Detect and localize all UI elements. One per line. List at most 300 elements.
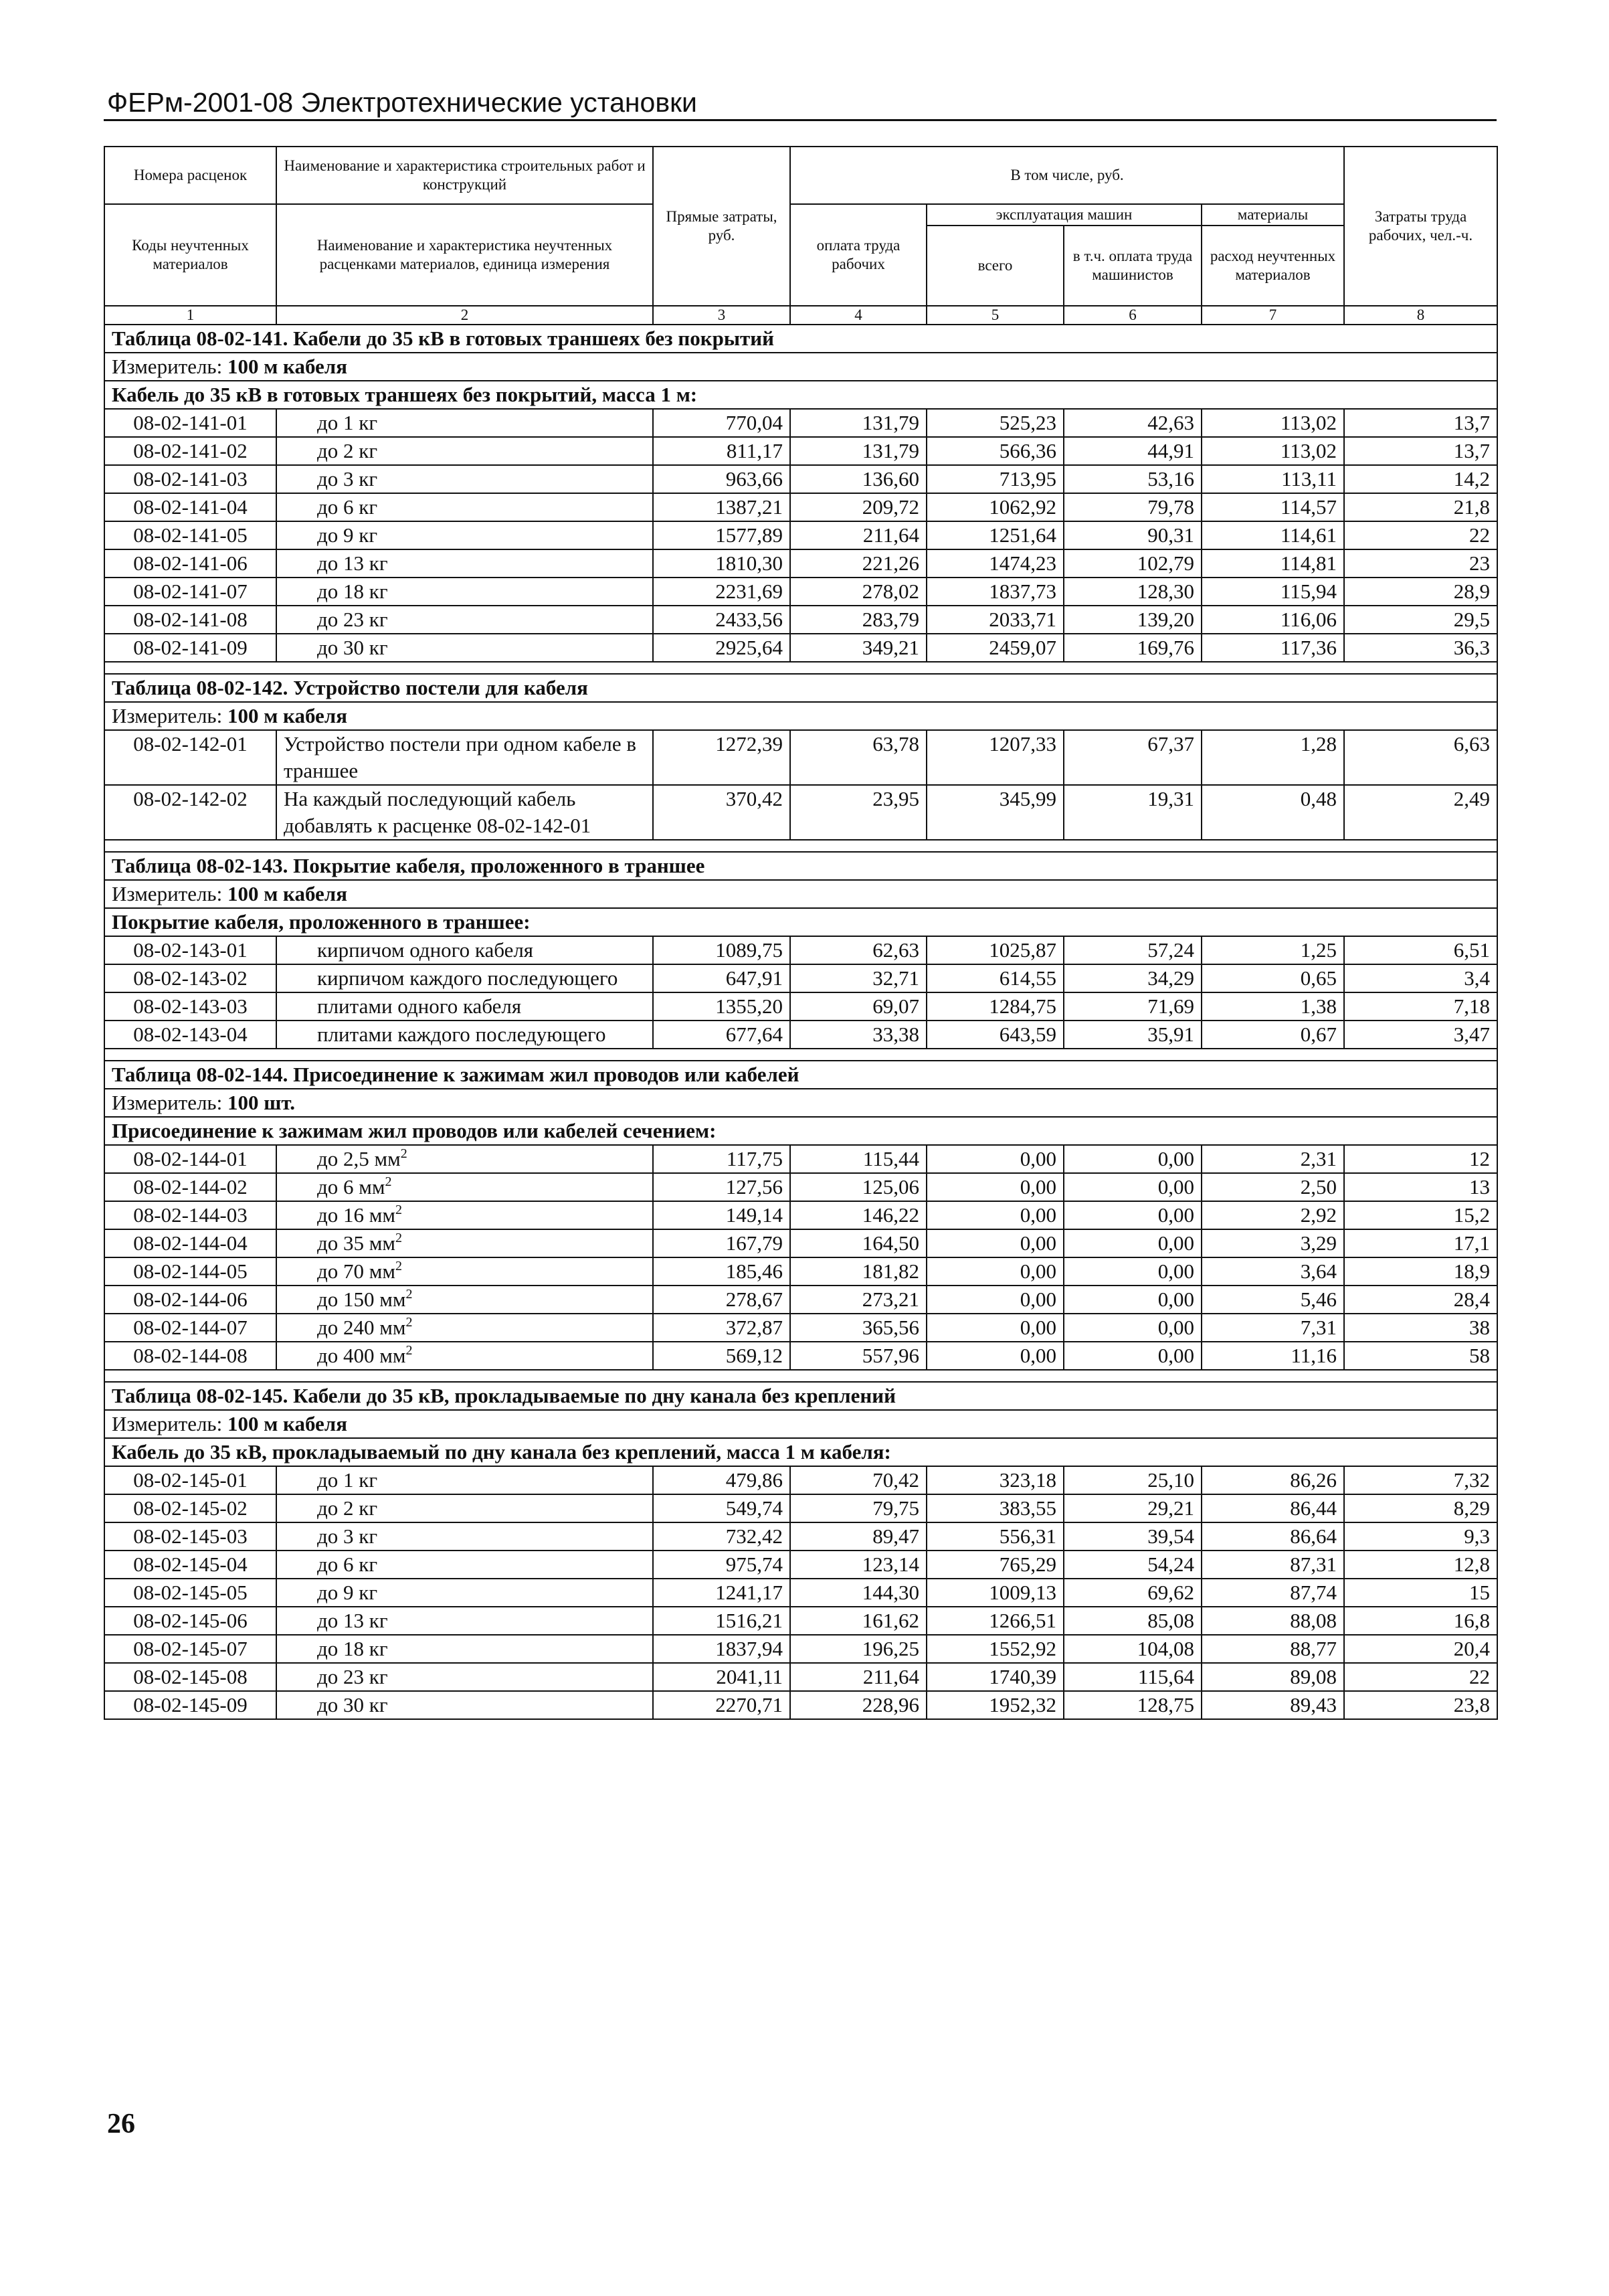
rate-name: [276, 1522, 653, 1551]
table-row: [104, 1607, 1497, 1635]
cell-direct-costs: 278,67: [653, 1286, 790, 1314]
cell-extra-materials: 116,06: [1202, 606, 1344, 634]
cell-labor-hours: 3,47: [1344, 1021, 1497, 1049]
rate-name-text: до 1 кг: [317, 1468, 378, 1492]
header-machines: эксплуатация машин: [927, 204, 1202, 226]
cell-worker-pay: 228,96: [790, 1691, 927, 1719]
rate-name: [276, 1551, 653, 1579]
cell-operator-pay: 44,91: [1064, 437, 1202, 465]
table-row: [104, 1314, 1497, 1342]
rate-code: 08-02-145-02: [104, 1494, 276, 1522]
cell-labor-hours: 22: [1344, 1663, 1497, 1691]
cell-operator-pay: 128,75: [1064, 1691, 1202, 1719]
cell-machines-total: 1552,92: [927, 1635, 1064, 1663]
measure-label: Измеритель:: [112, 1412, 223, 1435]
rate-code: 08-02-145-04: [104, 1551, 276, 1579]
cell-extra-materials: 114,61: [1202, 521, 1344, 549]
rate-name-text: кирпичом каждого последующего: [317, 966, 618, 990]
cell-worker-pay: 146,22: [790, 1201, 927, 1229]
cell-direct-costs: 1241,17: [653, 1579, 790, 1607]
header-c1-bottom: Коды неучтенных материалов: [104, 204, 276, 306]
cell-operator-pay: 35,91: [1064, 1021, 1202, 1049]
measure-cell: [104, 702, 1497, 730]
table-row: [104, 730, 1497, 785]
header-direct-costs: Прямые затраты, руб.: [653, 147, 790, 306]
cell-labor-hours: 16,8: [1344, 1607, 1497, 1635]
cell-machines-total: 1062,92: [927, 493, 1064, 521]
rate-code: 08-02-143-02: [104, 964, 276, 992]
measure-row: [104, 353, 1497, 381]
cell-extra-materials: 87,31: [1202, 1551, 1344, 1579]
cell-labor-hours: 3,4: [1344, 964, 1497, 992]
cell-worker-pay: 349,21: [790, 634, 927, 662]
cell-labor-hours: 15,2: [1344, 1201, 1497, 1229]
cell-worker-pay: 63,78: [790, 730, 927, 785]
cell-operator-pay: 85,08: [1064, 1607, 1202, 1635]
cell-operator-pay: 54,24: [1064, 1551, 1202, 1579]
cell-extra-materials: 3,64: [1202, 1257, 1344, 1286]
cell-extra-materials: 86,44: [1202, 1494, 1344, 1522]
squared-superscript: 2: [395, 1259, 403, 1273]
squared-superscript: 2: [395, 1203, 403, 1217]
cell-worker-pay: 144,30: [790, 1579, 927, 1607]
cell-labor-hours: 9,3: [1344, 1522, 1497, 1551]
col-num-7: 7: [1202, 306, 1344, 325]
rate-name-text: до 2 кг: [317, 1496, 378, 1520]
cell-machines-total: 0,00: [927, 1314, 1064, 1342]
cell-direct-costs: 770,04: [653, 409, 790, 437]
cell-extra-materials: 88,77: [1202, 1635, 1344, 1663]
col-num-4: 4: [790, 306, 927, 325]
cell-operator-pay: 29,21: [1064, 1494, 1202, 1522]
table-title-row: [104, 1061, 1497, 1089]
cell-operator-pay: 0,00: [1064, 1257, 1202, 1286]
table-row: [104, 936, 1497, 964]
cell-worker-pay: 23,95: [790, 785, 927, 840]
cell-operator-pay: 34,29: [1064, 964, 1202, 992]
cell-operator-pay: 67,37: [1064, 730, 1202, 785]
rate-name: [276, 606, 653, 634]
cell-extra-materials: 113,11: [1202, 465, 1344, 493]
rate-name-text: плитами одного кабеля: [317, 994, 522, 1018]
table-body: [104, 325, 1497, 1719]
rate-code: 08-02-144-05: [104, 1257, 276, 1286]
rate-name: [276, 785, 653, 840]
cell-machines-total: 1740,39: [927, 1663, 1064, 1691]
rate-name: [276, 1342, 653, 1370]
rate-name-text: до 30 кг: [317, 636, 388, 659]
cell-machines-total: 614,55: [927, 964, 1064, 992]
table-row: [104, 1201, 1497, 1229]
cell-labor-hours: 8,29: [1344, 1494, 1497, 1522]
header-c2-bottom: Наименование и характеристика неучтенных расценками материалов, единица измерения: [276, 204, 653, 306]
cell-operator-pay: 42,63: [1064, 409, 1202, 437]
measure-cell: [104, 353, 1497, 381]
measure-cell: [104, 1410, 1497, 1438]
section-gap: [104, 1370, 1497, 1382]
squared-superscript: 2: [385, 1174, 392, 1189]
cell-extra-materials: 2,31: [1202, 1145, 1344, 1173]
measure-value: 100 м кабеля: [227, 882, 347, 905]
cell-machines-total: 525,23: [927, 409, 1064, 437]
header-c2-top: Наименование и характеристика строительных работ и конструкций: [276, 147, 653, 204]
header-incl: В том числе, руб.: [790, 147, 1344, 204]
rate-name-text: до 18 кг: [317, 580, 388, 603]
rate-name-text: до 6 мм: [317, 1175, 385, 1199]
rate-name: [276, 465, 653, 493]
cell-labor-hours: 20,4: [1344, 1635, 1497, 1663]
table-row: [104, 1635, 1497, 1663]
table-row: [104, 1021, 1497, 1049]
section-gap-cell: [104, 1049, 1497, 1061]
header-c1-top: Номера расценок: [104, 147, 276, 204]
rate-name: [276, 1607, 653, 1635]
header-labor-costs: Затраты труда рабочих, чел.-ч.: [1344, 147, 1497, 306]
rate-name-text: до 2 кг: [317, 439, 378, 462]
table-row: [104, 437, 1497, 465]
cell-extra-materials: 1,25: [1202, 936, 1344, 964]
table-title-row: [104, 674, 1497, 702]
cell-direct-costs: 185,46: [653, 1257, 790, 1286]
rate-code: 08-02-141-07: [104, 578, 276, 606]
header-materials: материалы: [1202, 204, 1344, 226]
cell-labor-hours: 17,1: [1344, 1229, 1497, 1257]
table-row: [104, 1663, 1497, 1691]
cell-worker-pay: 209,72: [790, 493, 927, 521]
table-header: [104, 147, 1497, 325]
cell-direct-costs: 647,91: [653, 964, 790, 992]
rate-code: 08-02-145-05: [104, 1579, 276, 1607]
cell-operator-pay: 0,00: [1064, 1286, 1202, 1314]
cell-direct-costs: 117,75: [653, 1145, 790, 1173]
cell-labor-hours: 13,7: [1344, 409, 1497, 437]
rate-name: [276, 1173, 653, 1201]
cell-extra-materials: 113,02: [1202, 409, 1344, 437]
section-gap: [104, 1049, 1497, 1061]
header-machines-total: всего: [927, 226, 1064, 306]
rate-code: 08-02-144-04: [104, 1229, 276, 1257]
cell-labor-hours: 6,63: [1344, 730, 1497, 785]
rate-code: 08-02-145-06: [104, 1607, 276, 1635]
title-rule: [104, 119, 1497, 121]
header-extra-materials: расход неучтенных материалов: [1202, 226, 1344, 306]
cell-operator-pay: 0,00: [1064, 1342, 1202, 1370]
cell-machines-total: 2459,07: [927, 634, 1064, 662]
cell-extra-materials: 0,65: [1202, 964, 1344, 992]
squared-superscript: 2: [395, 1231, 403, 1245]
cell-direct-costs: 1089,75: [653, 936, 790, 964]
cell-worker-pay: 365,56: [790, 1314, 927, 1342]
cell-direct-costs: 975,74: [653, 1551, 790, 1579]
cell-machines-total: 643,59: [927, 1021, 1064, 1049]
rate-name-text: до 240 мм: [317, 1316, 406, 1339]
cell-direct-costs: 2925,64: [653, 634, 790, 662]
header-operator-pay: в т.ч. оплата труда машинистов: [1064, 226, 1202, 306]
measure-value: 100 шт.: [227, 1091, 296, 1114]
cell-operator-pay: 102,79: [1064, 549, 1202, 578]
cell-worker-pay: 32,71: [790, 964, 927, 992]
cell-extra-materials: 1,28: [1202, 730, 1344, 785]
subheader: Кабель до 35 кВ в готовых траншеях без покрытий, масса 1 м:: [104, 381, 1497, 409]
cell-worker-pay: 115,44: [790, 1145, 927, 1173]
cell-labor-hours: 23: [1344, 549, 1497, 578]
cell-labor-hours: 21,8: [1344, 493, 1497, 521]
cell-direct-costs: 1837,94: [653, 1635, 790, 1663]
cell-worker-pay: 164,50: [790, 1229, 927, 1257]
rate-name-text: до 35 мм: [317, 1231, 396, 1255]
cell-labor-hours: 28,4: [1344, 1286, 1497, 1314]
rate-name: [276, 1145, 653, 1173]
section-title: Таблица 08-02-144. Присоединение к зажимам жил проводов или кабелей: [104, 1061, 1497, 1089]
rate-name-text: до 23 кг: [317, 608, 388, 631]
section-title: Таблица 08-02-141. Кабели до 35 кВ в готовых траншеях без покрытий: [104, 325, 1497, 353]
cell-extra-materials: 86,64: [1202, 1522, 1344, 1551]
rate-code: 08-02-141-03: [104, 465, 276, 493]
cell-operator-pay: 128,30: [1064, 578, 1202, 606]
subheader-row: [104, 908, 1497, 936]
rate-code: 08-02-143-01: [104, 936, 276, 964]
col-num-5: 5: [927, 306, 1064, 325]
cell-worker-pay: 278,02: [790, 578, 927, 606]
measure-value: 100 м кабеля: [227, 704, 347, 727]
cell-direct-costs: 1577,89: [653, 521, 790, 549]
rate-name-text: плитами каждого последующего: [317, 1023, 606, 1046]
table-row: [104, 1494, 1497, 1522]
table-row: [104, 1691, 1497, 1719]
cell-direct-costs: 1387,21: [653, 493, 790, 521]
cell-machines-total: 1837,73: [927, 578, 1064, 606]
cell-labor-hours: 23,8: [1344, 1691, 1497, 1719]
cell-extra-materials: 11,16: [1202, 1342, 1344, 1370]
cell-labor-hours: 29,5: [1344, 606, 1497, 634]
subheader: Присоединение к зажимам жил проводов или кабелей сечением:: [104, 1117, 1497, 1145]
table-title-row: [104, 852, 1497, 880]
cell-machines-total: 0,00: [927, 1257, 1064, 1286]
rate-name-text: до 13 кг: [317, 551, 388, 575]
measure-row: [104, 1089, 1497, 1117]
cell-operator-pay: 71,69: [1064, 992, 1202, 1021]
cell-direct-costs: 149,14: [653, 1201, 790, 1229]
measure-row: [104, 702, 1497, 730]
cell-operator-pay: 25,10: [1064, 1466, 1202, 1494]
rate-name: [276, 1201, 653, 1229]
table-row: [104, 549, 1497, 578]
rate-name: [276, 1691, 653, 1719]
cell-worker-pay: 161,62: [790, 1607, 927, 1635]
table-row: [104, 1466, 1497, 1494]
rates-table: [104, 146, 1498, 1720]
rate-name: [276, 1286, 653, 1314]
cell-labor-hours: 6,51: [1344, 936, 1497, 964]
rate-name: [276, 437, 653, 465]
page-number: 26: [107, 2109, 135, 2139]
squared-superscript: 2: [405, 1315, 413, 1330]
cell-extra-materials: 113,02: [1202, 437, 1344, 465]
cell-direct-costs: 963,66: [653, 465, 790, 493]
rate-code: 08-02-141-06: [104, 549, 276, 578]
table-row: [104, 578, 1497, 606]
rate-code: 08-02-141-01: [104, 409, 276, 437]
cell-direct-costs: 370,42: [653, 785, 790, 840]
cell-extra-materials: 114,81: [1202, 549, 1344, 578]
table-row: [104, 964, 1497, 992]
cell-direct-costs: 549,74: [653, 1494, 790, 1522]
rate-code: 08-02-141-02: [104, 437, 276, 465]
rate-name: [276, 1494, 653, 1522]
table-row: [104, 1551, 1497, 1579]
rate-code: 08-02-141-08: [104, 606, 276, 634]
cell-operator-pay: 139,20: [1064, 606, 1202, 634]
cell-worker-pay: 70,42: [790, 1466, 927, 1494]
rate-name: [276, 1314, 653, 1342]
cell-extra-materials: 114,57: [1202, 493, 1344, 521]
cell-extra-materials: 1,38: [1202, 992, 1344, 1021]
cell-machines-total: 0,00: [927, 1145, 1064, 1173]
measure-value: 100 м кабеля: [227, 355, 347, 378]
cell-operator-pay: 104,08: [1064, 1635, 1202, 1663]
subheader-row: [104, 381, 1497, 409]
cell-machines-total: 556,31: [927, 1522, 1064, 1551]
measure-cell: [104, 880, 1497, 908]
cell-worker-pay: 181,82: [790, 1257, 927, 1286]
cell-direct-costs: 2433,56: [653, 606, 790, 634]
col-num-8: 8: [1344, 306, 1497, 325]
cell-worker-pay: 557,96: [790, 1342, 927, 1370]
cell-direct-costs: 2270,71: [653, 1691, 790, 1719]
cell-worker-pay: 211,64: [790, 1663, 927, 1691]
cell-labor-hours: 15: [1344, 1579, 1497, 1607]
rate-code: 08-02-145-08: [104, 1663, 276, 1691]
table-row: [104, 1286, 1497, 1314]
table-row: [104, 1257, 1497, 1286]
rate-name: [276, 992, 653, 1021]
cell-worker-pay: 273,21: [790, 1286, 927, 1314]
section-gap: [104, 662, 1497, 674]
col-num-6: 6: [1064, 306, 1202, 325]
cell-machines-total: 1025,87: [927, 936, 1064, 964]
rate-code: 08-02-145-09: [104, 1691, 276, 1719]
cell-machines-total: 323,18: [927, 1466, 1064, 1494]
cell-labor-hours: 12,8: [1344, 1551, 1497, 1579]
rate-code: 08-02-144-06: [104, 1286, 276, 1314]
rate-name-text: кирпичом одного кабеля: [317, 938, 534, 962]
cell-extra-materials: 5,46: [1202, 1286, 1344, 1314]
section-gap: [104, 840, 1497, 852]
rate-name-text: до 30 кг: [317, 1693, 388, 1716]
rate-name-text: до 16 мм: [317, 1203, 396, 1227]
squared-superscript: 2: [400, 1146, 407, 1161]
cell-direct-costs: 1516,21: [653, 1607, 790, 1635]
rate-name: [276, 549, 653, 578]
cell-machines-total: 2033,71: [927, 606, 1064, 634]
cell-worker-pay: 131,79: [790, 437, 927, 465]
section-gap-cell: [104, 1370, 1497, 1382]
cell-machines-total: 0,00: [927, 1229, 1064, 1257]
cell-labor-hours: 22: [1344, 521, 1497, 549]
rate-name-text: до 9 кг: [317, 523, 378, 547]
cell-extra-materials: 89,08: [1202, 1663, 1344, 1691]
cell-machines-total: 345,99: [927, 785, 1064, 840]
rate-name-text: до 3 кг: [317, 1524, 378, 1548]
cell-extra-materials: 86,26: [1202, 1466, 1344, 1494]
rate-code: 08-02-144-08: [104, 1342, 276, 1370]
cell-direct-costs: 1272,39: [653, 730, 790, 785]
table-row: [104, 1342, 1497, 1370]
cell-worker-pay: 136,60: [790, 465, 927, 493]
table-row: [104, 493, 1497, 521]
cell-worker-pay: 131,79: [790, 409, 927, 437]
cell-labor-hours: 18,9: [1344, 1257, 1497, 1286]
cell-labor-hours: 12: [1344, 1145, 1497, 1173]
rate-name-text: На каждый последующий кабель добавлять к расценке 08-02-142-01: [284, 787, 591, 837]
cell-direct-costs: 732,42: [653, 1522, 790, 1551]
col-num-2: 2: [276, 306, 653, 325]
cell-machines-total: 0,00: [927, 1286, 1064, 1314]
table-title-row: [104, 1382, 1497, 1410]
cell-machines-total: 566,36: [927, 437, 1064, 465]
cell-operator-pay: 115,64: [1064, 1663, 1202, 1691]
rate-code: 08-02-144-01: [104, 1145, 276, 1173]
table-row: [104, 465, 1497, 493]
table-row: [104, 1145, 1497, 1173]
header-worker-pay: оплата труда рабочих: [790, 204, 927, 306]
cell-operator-pay: 169,76: [1064, 634, 1202, 662]
cell-operator-pay: 90,31: [1064, 521, 1202, 549]
col-num-3: 3: [653, 306, 790, 325]
table-row: [104, 992, 1497, 1021]
cell-machines-total: 1207,33: [927, 730, 1064, 785]
cell-worker-pay: 123,14: [790, 1551, 927, 1579]
rate-code: 08-02-141-04: [104, 493, 276, 521]
rate-code: 08-02-143-03: [104, 992, 276, 1021]
rate-name-text: до 150 мм: [317, 1288, 406, 1311]
cell-direct-costs: 811,17: [653, 437, 790, 465]
cell-direct-costs: 127,56: [653, 1173, 790, 1201]
rate-code: 08-02-145-07: [104, 1635, 276, 1663]
cell-labor-hours: 13: [1344, 1173, 1497, 1201]
table-row: [104, 606, 1497, 634]
cell-operator-pay: 0,00: [1064, 1314, 1202, 1342]
measure-label: Измеритель:: [112, 704, 223, 727]
cell-operator-pay: 57,24: [1064, 936, 1202, 964]
cell-worker-pay: 221,26: [790, 549, 927, 578]
table-row: [104, 634, 1497, 662]
rate-name: [276, 493, 653, 521]
cell-machines-total: 0,00: [927, 1173, 1064, 1201]
rate-name: [276, 1466, 653, 1494]
cell-worker-pay: 283,79: [790, 606, 927, 634]
cell-extra-materials: 7,31: [1202, 1314, 1344, 1342]
col-num-1: 1: [104, 306, 276, 325]
table-title-row: [104, 325, 1497, 353]
cell-operator-pay: 19,31: [1064, 785, 1202, 840]
cell-operator-pay: 0,00: [1064, 1201, 1202, 1229]
cell-labor-hours: 13,7: [1344, 437, 1497, 465]
table-row: [104, 785, 1497, 840]
cell-machines-total: 1952,32: [927, 1691, 1064, 1719]
cell-labor-hours: 2,49: [1344, 785, 1497, 840]
cell-extra-materials: 88,08: [1202, 1607, 1344, 1635]
cell-labor-hours: 7,32: [1344, 1466, 1497, 1494]
rate-name-text: Устройство постели при одном кабеле в траншее: [284, 732, 636, 782]
cell-operator-pay: 0,00: [1064, 1229, 1202, 1257]
cell-extra-materials: 117,36: [1202, 634, 1344, 662]
cell-extra-materials: 2,50: [1202, 1173, 1344, 1201]
cell-machines-total: 1009,13: [927, 1579, 1064, 1607]
measure-row: [104, 880, 1497, 908]
squared-superscript: 2: [405, 1287, 413, 1302]
rate-name-text: до 2,5 мм: [317, 1147, 401, 1170]
